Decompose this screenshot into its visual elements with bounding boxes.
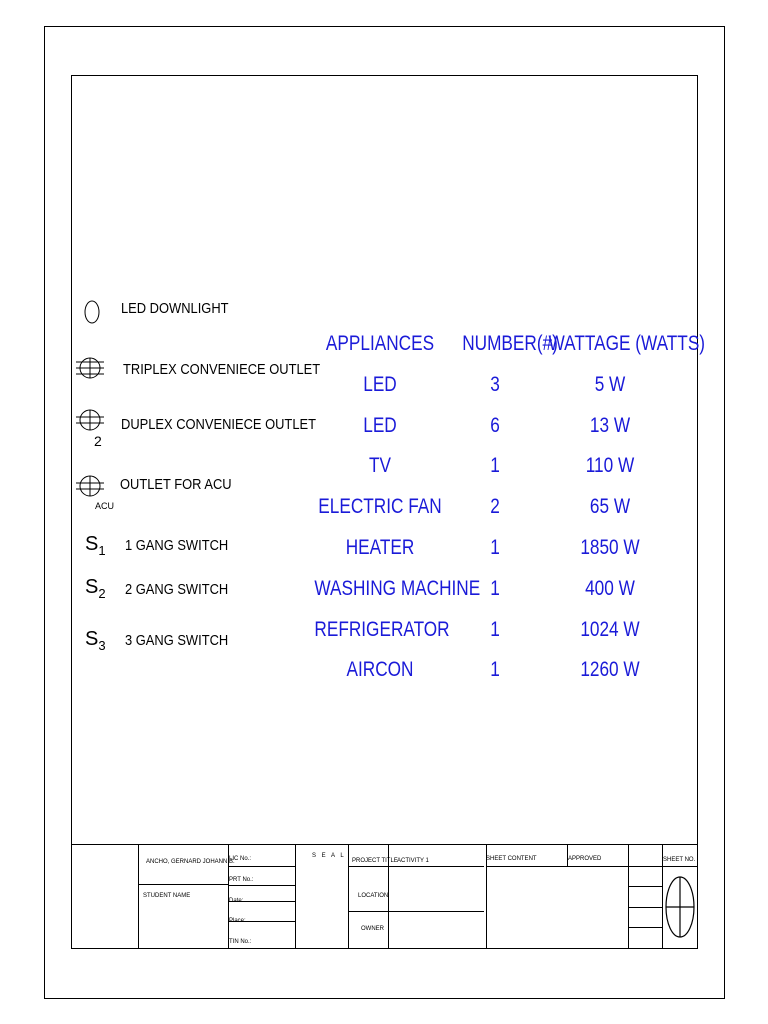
legend-3-gang-switch: 3 GANG SWITCH [125,632,229,649]
appliance-name-cell: HEATER [345,536,415,559]
appliance-name-cell: TV [368,454,392,478]
north-arrow-icon [663,867,697,947]
appliance-count-cell: 1 [490,454,500,478]
date-label: Date: [229,898,244,904]
appliance-wattage-cell: 1024 W [580,617,640,641]
appliance-count-cell: 2 [490,495,500,519]
project-title-value: ACTIVITY 1 [397,858,429,864]
owner-label: OWNER [361,926,384,932]
lic-no-label: LIC No.: [229,856,252,862]
duplex-subscript: 2 [94,433,102,449]
legend-acu-outlet: OUTLET FOR ACU [120,476,232,493]
appliance-wattage-cell: 110 W [585,454,635,478]
appliance-name-cell: WASHING MACHINE [314,576,481,600]
legend-led-downlight: LED DOWNLIGHT [121,300,229,317]
led-downlight-symbol [82,297,102,327]
title-block [71,844,698,949]
prt-no-label: PRT No.: [229,877,254,883]
sheet-no-label: SHEET NO. [663,857,696,863]
appliance-count-cell: 1 [490,576,500,600]
project-title-label: PROJECT TITLE [352,858,398,864]
appliance-name-cell: LED [363,413,397,437]
switch-1-symbol: $S_1$ [85,533,106,558]
triplex-outlet-symbol [74,352,104,384]
header-wattage: WATTAGE (WATTS) [548,332,706,355]
location-label: LOCATION [358,893,389,899]
appliance-name-cell: LED [363,372,397,396]
appliance-count-cell: 1 [490,536,500,559]
switch-3-symbol: $S_3$ [85,628,106,653]
acu-outlet-symbol [74,470,104,502]
legend-duplex-outlet: DUPLEX CONVENIECE OUTLET [121,416,316,433]
appliance-name-cell: ELECTRIC FAN [318,495,442,519]
header-appliances: APPLIANCES [325,332,435,355]
duplex-outlet-symbol [74,404,104,436]
student-name-label: STUDENT NAME [143,893,191,899]
acu-subscript: ACU [95,501,115,511]
appliance-name-cell: REFRIGERATOR [314,617,450,641]
header-number: NUMBER(#) [462,332,558,355]
sheet-content-label: SHEET CONTENT [486,856,537,862]
appliance-count-cell: 1 [490,658,500,682]
appliance-name-cell: AIRCON [346,658,414,682]
appliance-count-cell: 6 [490,413,500,437]
legend-triplex-outlet: TRIPLEX CONVENIECE OUTLET [123,361,321,378]
appliance-wattage-cell: 400 W [585,576,635,600]
switch-2-symbol: $S_2$ [85,576,106,601]
legend-2-gang-switch: 2 GANG SWITCH [125,581,229,598]
tin-no-label: TIN No.: [229,939,252,945]
appliance-wattage-cell: 5 W [594,372,626,396]
place-label: Place: [229,918,246,924]
seal-label: S E A L [312,853,346,859]
appliance-count-cell: 1 [490,617,500,641]
appliance-wattage-cell: 1850 W [580,536,640,559]
legend-1-gang-switch: 1 GANG SWITCH [125,537,229,554]
appliance-wattage-cell: 1260 W [580,658,640,682]
appliance-wattage-cell: 65 W [589,495,631,519]
approved-label: APPROVED [568,856,602,862]
appliance-wattage-cell: 13 W [589,413,631,437]
appliance-count-cell: 3 [490,372,500,396]
student-name-value: ANCHO, GERNARD JOHANN B. [146,859,235,865]
